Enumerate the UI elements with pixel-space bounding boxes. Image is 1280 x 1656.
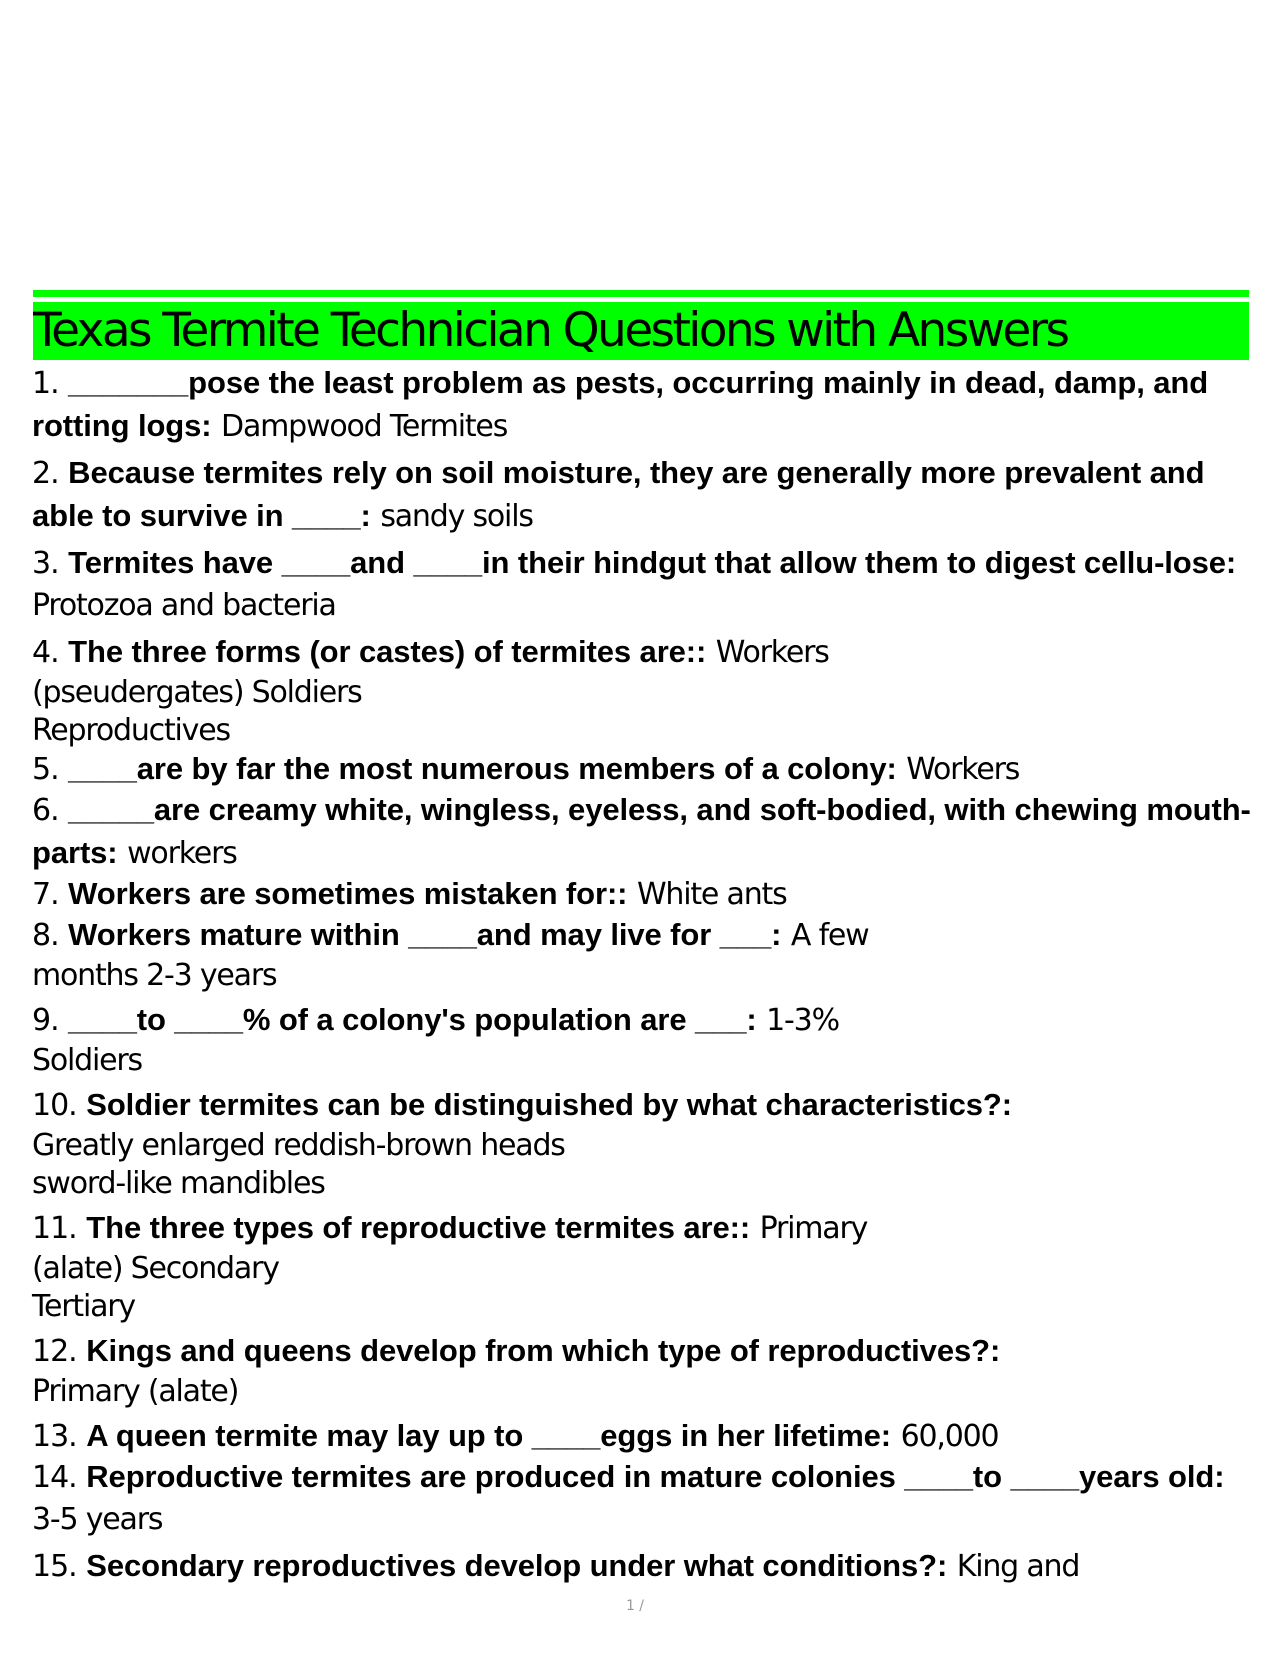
question-text: A queen termite may lay up to ____eggs in her lifetime: xyxy=(86,1418,892,1453)
question-text: _____are creamy white, wingless, eyeless, and soft-bodied, with chewing mouth-parts: xyxy=(32,792,1251,870)
question-text: The three forms (or castes) of termites are:: xyxy=(68,634,707,669)
question-number: 14. xyxy=(32,1460,77,1495)
question-13 xyxy=(32,1415,1252,1458)
answer-line: Reproductives xyxy=(32,713,230,748)
answer-text: Workers xyxy=(906,752,1020,787)
question-text: Secondary reproductives develop under what conditions?: xyxy=(86,1548,948,1583)
answer-text: Protozoa and bacteria xyxy=(32,588,336,623)
answer-text: King and xyxy=(956,1549,1080,1584)
question-text: Workers are sometimes mistaken for:: xyxy=(68,876,628,911)
question-number: 11. xyxy=(32,1211,77,1246)
question-12 xyxy=(32,1330,1252,1411)
question-10 xyxy=(32,1084,1252,1203)
question-text: The three types of reproductive termites are:: xyxy=(86,1210,751,1245)
document-title: Texas Termite Technician Questions with Answers xyxy=(33,302,1249,360)
title-highlight-rule xyxy=(33,290,1249,297)
question-4 xyxy=(32,631,1252,750)
question-text: ____to ____% of a colony's population are ___: xyxy=(68,1002,757,1037)
answer-line: (pseudergates) Soldiers xyxy=(32,675,362,710)
question-number: 1. xyxy=(32,366,59,401)
question-number: 12. xyxy=(32,1334,77,1369)
question-text: Workers mature within ____and may live for ___: xyxy=(68,917,782,952)
question-number: 7. xyxy=(32,877,59,912)
answer-line: sword-like mandibles xyxy=(32,1166,325,1201)
question-text: Because termites rely on soil moisture, they are generally more prevalent and able to survive in ____: xyxy=(32,455,1205,533)
question-text: ____are by far the most numerous members of a colony: xyxy=(68,751,897,786)
question-number: 13. xyxy=(32,1419,77,1454)
question-text: Reproductive termites are produced in mature colonies ____to ____years old: xyxy=(86,1459,1225,1494)
answer-text: 1-3% xyxy=(766,1003,839,1038)
answer-text: Dampwood Termites xyxy=(221,409,508,444)
page-footer: 1 / xyxy=(625,1598,645,1614)
answer-text: White ants xyxy=(636,877,787,912)
answer-text: 3-5 years xyxy=(32,1502,163,1537)
question-number: 4. xyxy=(32,635,59,670)
question-number: 3. xyxy=(32,546,59,581)
answer-text: Primary xyxy=(759,1211,868,1246)
answer-line: Tertiary xyxy=(32,1289,135,1324)
question-number: 9. xyxy=(32,1003,59,1038)
question-text: Termites have ____and ____in their hindgut that allow them to digest cellu-lose: xyxy=(68,545,1237,580)
answer-line: Soldiers xyxy=(32,1043,142,1078)
question-text: _______pose the least problem as pests, occurring mainly in dead, damp, and rotting logs: xyxy=(32,365,1209,443)
question-number: 6. xyxy=(32,793,59,828)
question-number: 2. xyxy=(32,456,59,491)
question-number: 8. xyxy=(32,918,59,953)
question-text: Soldier termites can be distinguished by what characteristics?: xyxy=(86,1087,1012,1122)
question-1 xyxy=(32,362,1252,448)
question-3 xyxy=(32,542,1252,627)
question-8 xyxy=(32,914,1252,995)
question-15 xyxy=(32,1545,1252,1588)
answer-text: 60,000 xyxy=(900,1419,999,1454)
question-7 xyxy=(32,873,1252,916)
answer-text: A few xyxy=(790,918,869,953)
question-9 xyxy=(32,999,1252,1080)
question-number: 15. xyxy=(32,1549,77,1584)
question-2 xyxy=(32,452,1252,538)
answer-text: Workers xyxy=(715,635,829,670)
question-6 xyxy=(32,789,1252,875)
question-11 xyxy=(32,1207,1252,1326)
question-5 xyxy=(32,748,1252,791)
answer-line: Primary (alate) xyxy=(32,1374,239,1409)
answer-line: months 2-3 years xyxy=(32,958,277,993)
question-number: 5. xyxy=(32,752,59,787)
question-number: 10. xyxy=(32,1088,77,1123)
answer-text: workers xyxy=(127,836,237,871)
answer-line: Greatly enlarged reddish-brown heads xyxy=(32,1128,565,1163)
question-list xyxy=(32,362,1252,1592)
question-text: Kings and queens develop from which type of reproductives?: xyxy=(86,1333,1001,1368)
answer-line: (alate) Secondary xyxy=(32,1251,279,1286)
question-14 xyxy=(32,1456,1252,1541)
answer-text: sandy soils xyxy=(380,499,533,534)
